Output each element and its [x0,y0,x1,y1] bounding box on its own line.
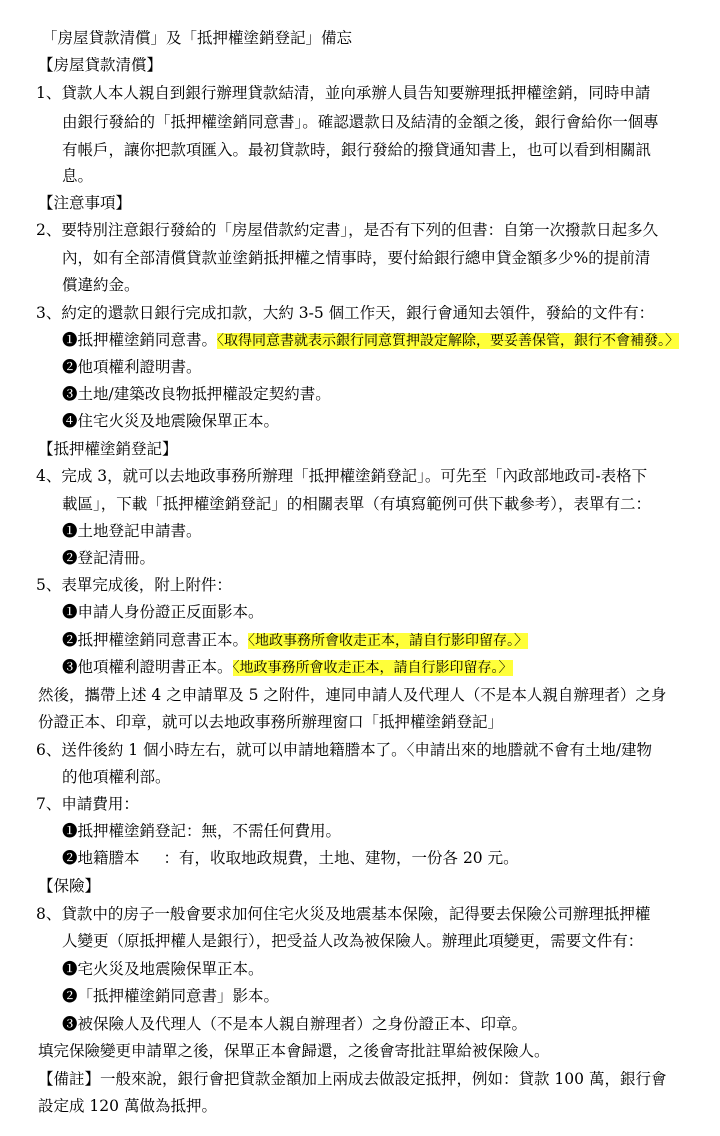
item-4-sub-2: ❷登記清冊。 [62,549,156,567]
item-5-sub-2-text: ❷抵押權塗銷同意書正本。 [62,631,249,649]
item-3-line: 3、約定的還款日銀行完成扣款，大約 3-5 個工作天，銀行會通知去領件，發給的文件有： [36,304,655,322]
item-4-line-1: 4、完成 3，就可以去地政事務所辦理「抵押權塗銷登記」。可先至「內政部地政司-表格下 [36,467,648,485]
section-heading-notes: 【注意事項】 [38,194,132,212]
item-5-line: 5、表單完成後，附上附件： [36,576,232,594]
item-1-line-4: 息。 [62,167,94,185]
highlighted-note: 〈地政事務所會收走正本，請自行影印留存。〉 [232,660,513,676]
item-5-sub-1: ❶申請人身份證正反面影本。 [62,603,264,621]
document-title: 「房屋貸款清償」及「抵押權塗銷登記」備忘 [42,29,353,47]
highlighted-note: 〈取得同意書就表示銀行同意質押設定解除，要妥善保管，銀行不會補發。〉 [217,333,680,349]
item-5-sub-2 [62,629,528,651]
section-heading-insurance: 【保險】 [38,877,101,895]
remark-line-2: 設定成 120 萬做為抵押。 [38,1097,217,1115]
item-3-sub-2: ❷他項權利證明書。 [62,358,202,376]
item-7-sub-2-value: ：有，收取地政規費，土地、建物，一份各 20 元。 [163,849,519,867]
item-8-sub-2: ❷「抵押權塗銷同意書」影本。 [62,987,280,1005]
section-heading-mortgage-cancellation: 【抵押權塗銷登記】 [38,440,178,458]
item-3-sub-4: ❹住宅火災及地震險保單正本。 [62,412,280,430]
item-6-line-1: 6、送件後約 1 個小時左右，就可以申請地籍謄本了。〈申請出來的地謄就不會有土地/建物 [36,741,653,759]
item-8-sub-1: ❶宅火災及地震險保單正本。 [62,960,264,978]
paragraph-then-line-1: 然後，攜帶上述 4 之申請單及 5 之附件，連同申請人及代理人（不是本人親自辦理者）之身 [38,686,667,704]
remark-line-1: 【備註】一般來說，銀行會把貸款金額加上兩成去做設定抵押，例如：貸款 100 萬，銀行會 [38,1070,667,1088]
item-2-line-1: 2、要特別注意銀行發給的「房屋借款約定書」，是否有下列的但書：自第一次撥款日起多久 [36,221,659,239]
item-8-sub-3: ❸被保險人及代理人（不是本人親自辦理者）之身份證正本、印章。 [62,1015,528,1033]
highlighted-note: 〈地政事務所會收走正本，請自行影印留存。〉 [248,633,529,649]
item-2-line-2: 內，如有全部清償貸款並塗銷抵押權之情事時，要付給銀行總申貸金額多少%的提前清 [62,249,651,267]
paragraph-then-line-2: 份證正本、印章，就可以去地政事務所辦理窗口「抵押權塗銷登記」 [38,713,504,731]
item-7-line: 7、申請費用： [36,795,139,813]
item-8-line-2: 人變更（原抵押權人是銀行），把受益人改為被保險人。辦理此項變更，需要文件有： [62,932,644,950]
item-3-sub-1 [62,329,679,351]
section-heading-loan-repayment: 【房屋貸款清償】 [38,56,163,74]
item-5-sub-3-text: ❸他項權利證明書正本。 [62,658,233,676]
item-3-sub-3: ❸土地/建築改良物抵押權設定契約書。 [62,385,331,403]
item-3-sub-1-text: ❶抵押權塗銷同意書。 [62,331,218,349]
item-6-line-2: 的他項權利部。 [62,768,171,786]
item-8-line-1: 8、貸款中的房子一般會要求加何住宅火災及地震基本保險，記得要去保險公司辦理抵押權 [36,905,651,923]
item-4-line-2: 載區」，下載「抵押權塗銷登記」的相關表單（有填寫範例可供下載參考），表單有二： [62,495,652,513]
paragraph-after-insurance: 填完保險變更申請單之後，保單正本會歸還，之後會寄批註單給被保險人。 [38,1042,550,1060]
item-1-line-1: 1、貸款人本人親自到銀行辦理貸款結清，並向承辦人員告知要辦理抵押權塗銷，同時申請 [36,84,651,102]
item-4-sub-1: ❶土地登記申請書。 [62,522,202,540]
item-7-sub-1: ❶抵押權塗銷登記：無，不需任何費用。 [62,822,342,840]
item-2-line-3: 償違約金。 [62,276,140,294]
item-7-sub-2-label: ❷地籍謄本 [62,849,140,867]
item-1-line-2: 由銀行發給的「抵押權塗銷同意書」。確認還款日及結清的金額之後，銀行會給你一個專 [62,113,659,131]
item-5-sub-3 [62,656,513,678]
item-1-line-3: 有帳戶，讓你把款項匯入。最初貸款時，銀行發給的撥貸通知書上，也可以看到相關訊 [62,141,652,159]
item-7-sub-2 [62,847,519,869]
